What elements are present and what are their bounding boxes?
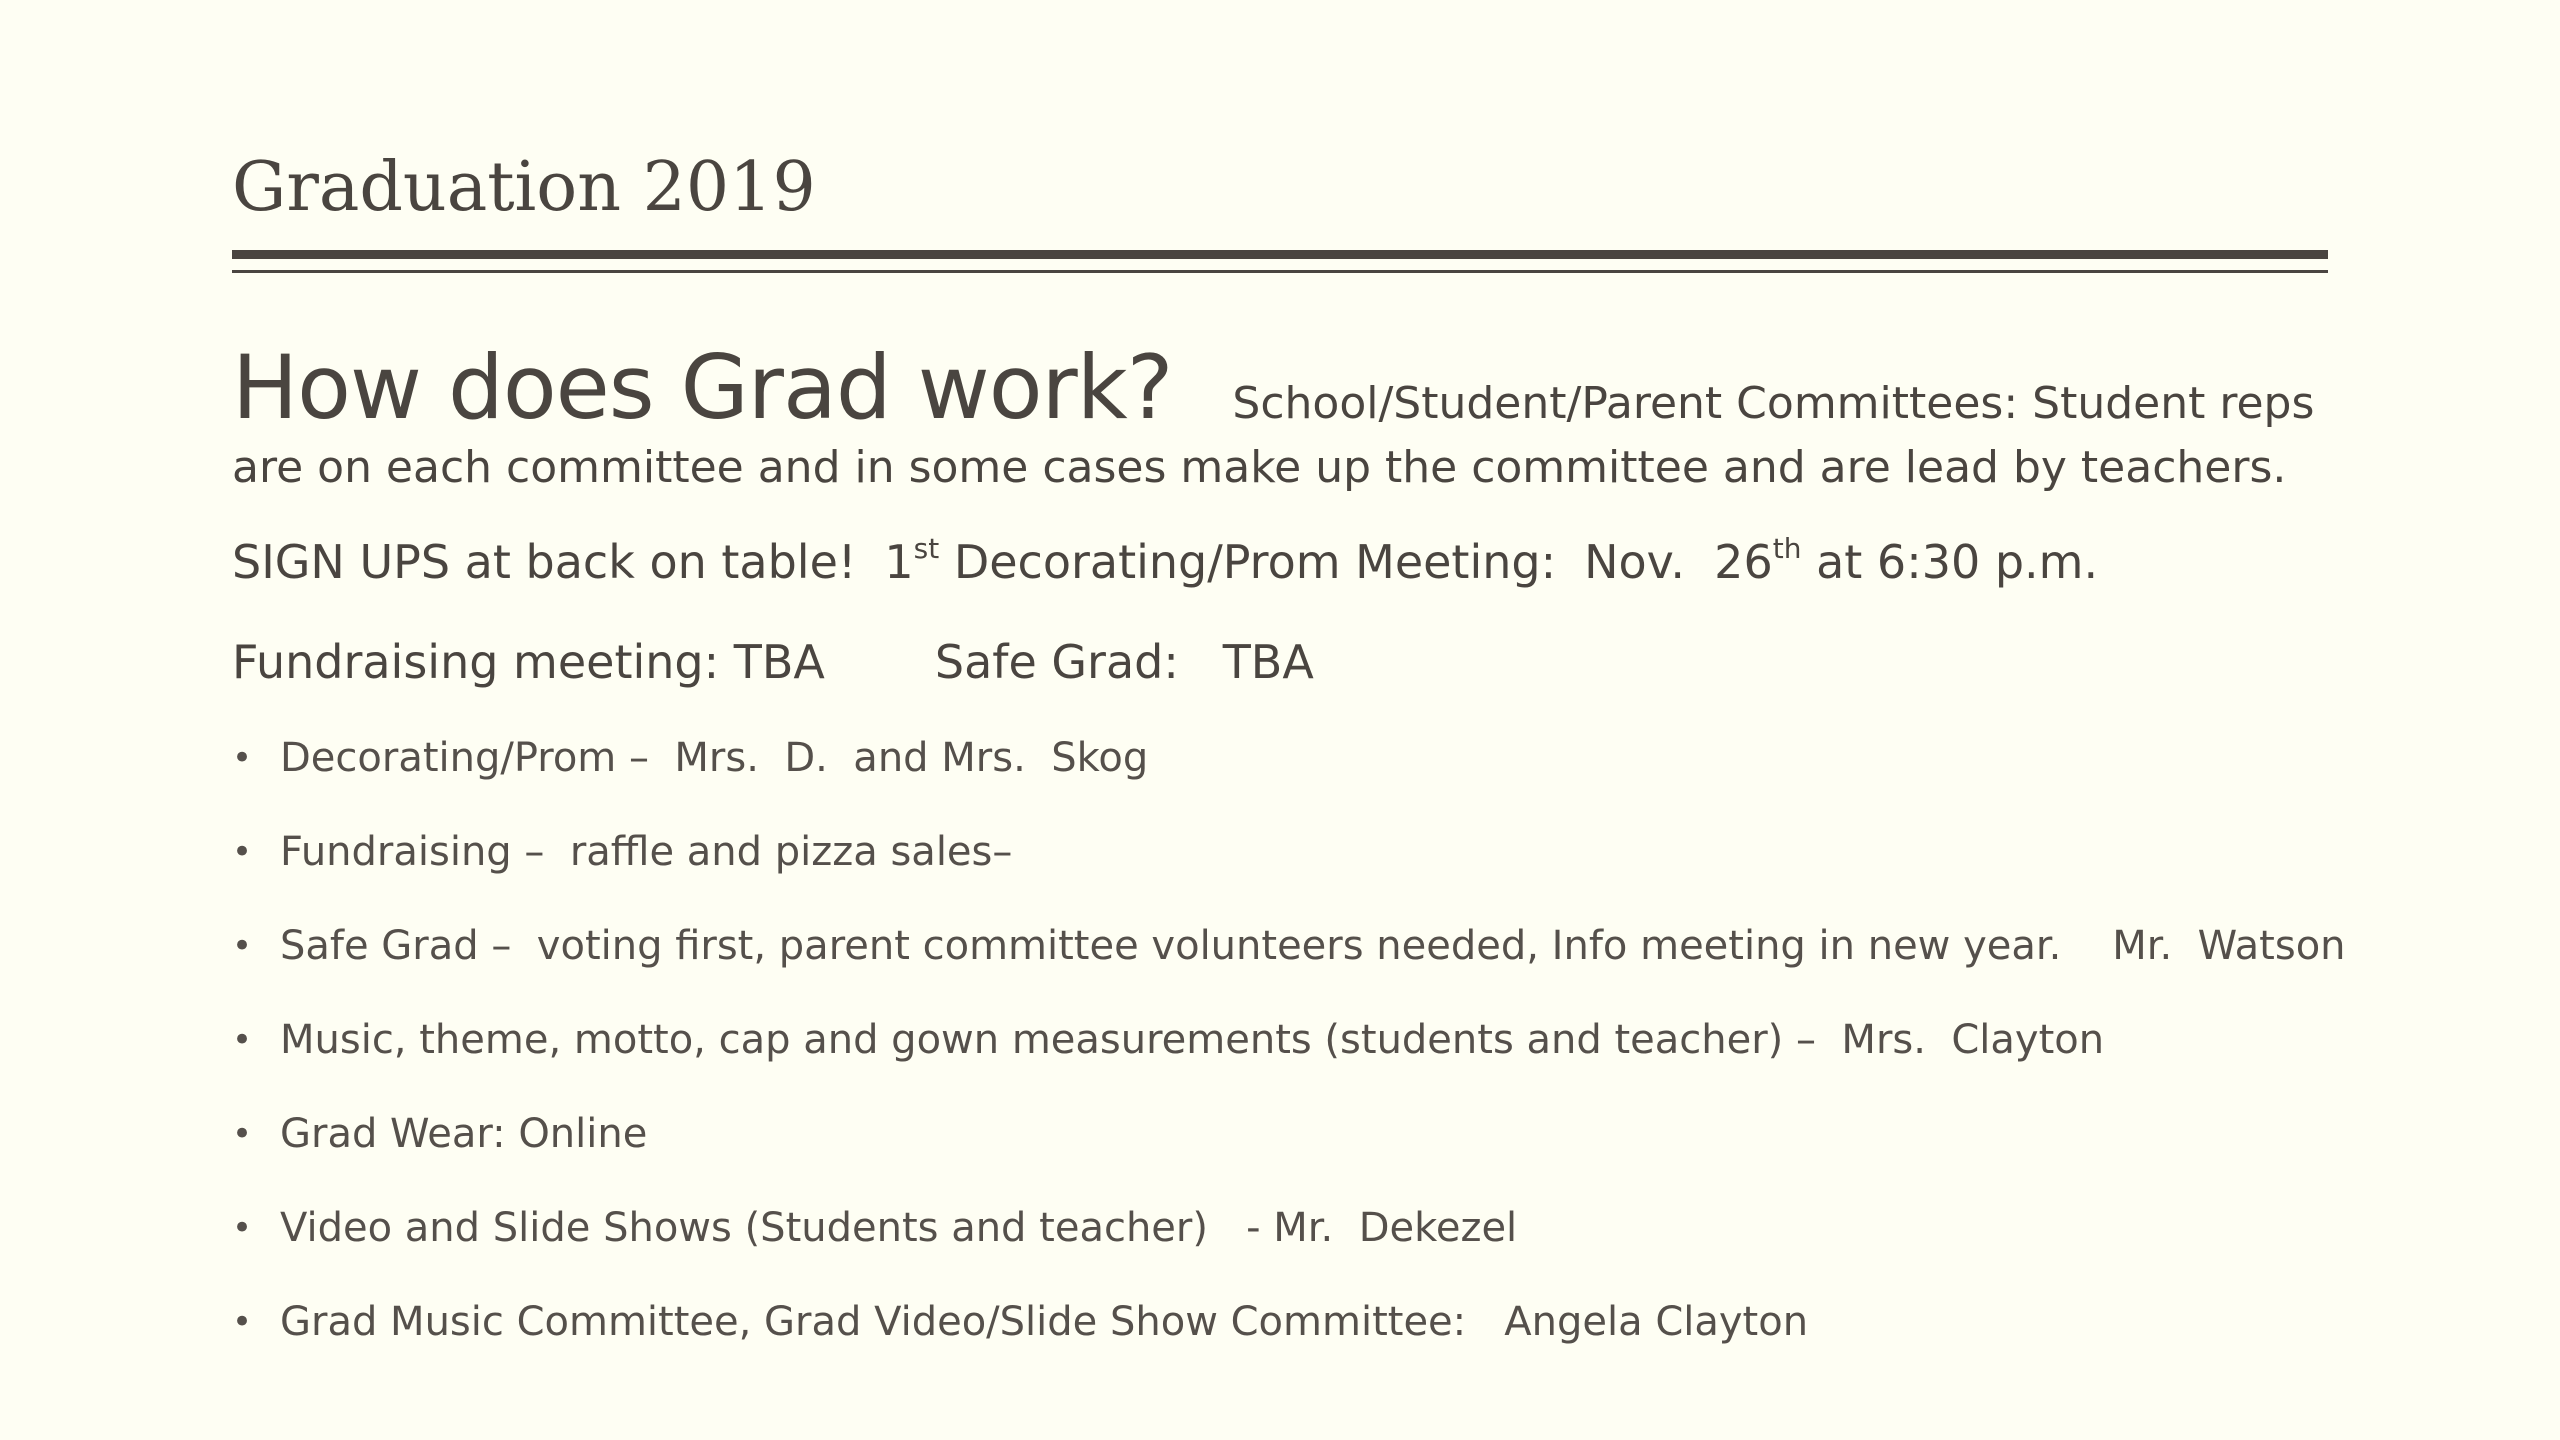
title-divider-thin [232,270,2328,273]
bullet-icon: • [232,1208,253,1248]
meeting-date: Nov. 26 [1584,535,1773,589]
meeting-label: Decorating/Prom Meeting: [953,535,1557,589]
safe-grad-meeting: Safe Grad: TBA [934,635,1314,689]
bullet-icon: • [232,1020,253,1060]
bullet-icon: • [232,832,253,872]
list-item: • Decorating/Prom – Mrs. D. and Mrs. Skog [232,728,2346,822]
signups-line [232,532,2098,592]
bullet-icon: • [232,926,253,966]
intro-text: School/Student/Parent Committees: Student reps are on each committee and in some cases make up the committee and are lead by teachers. [232,378,2315,493]
meeting-time: at 6:30 p.m. [1816,535,2099,589]
intro-heading: How does Grad work? [232,336,1173,439]
fundraising-meeting: Fundraising meeting: TBA [232,635,825,689]
committee-list [232,728,2346,1386]
meeting-ordinal-sup: st [913,532,940,565]
meetings-line [232,632,1314,692]
bullet-icon: • [232,1302,253,1342]
list-item: • Fundraising – raffle and pizza sales– [232,822,2346,916]
title-divider-thick [232,250,2328,259]
meeting-ordinal: 1 [884,535,914,589]
list-item: • Video and Slide Shows (Students and teacher) - Mr. Dekezel [232,1198,2346,1292]
bullet-icon: • [232,1114,253,1154]
signups-lead: SIGN UPS at back on table! [232,535,857,589]
meeting-date-sup: th [1772,532,1802,565]
intro-paragraph [232,338,2328,498]
slide-title: Graduation 2019 [232,148,816,227]
list-item: • Grad Music Committee, Grad Video/Slide Show Committee: Angela Clayton [232,1292,2346,1386]
list-item: • Safe Grad – voting first, parent committee volunteers needed, Info meeting in new year. Mr. Watson [232,916,2346,1010]
list-item: • Grad Wear: Online [232,1104,2346,1198]
bullet-icon: • [232,738,253,778]
list-item: • Music, theme, motto, cap and gown measurements (students and teacher) – Mrs. Clayton [232,1010,2346,1104]
